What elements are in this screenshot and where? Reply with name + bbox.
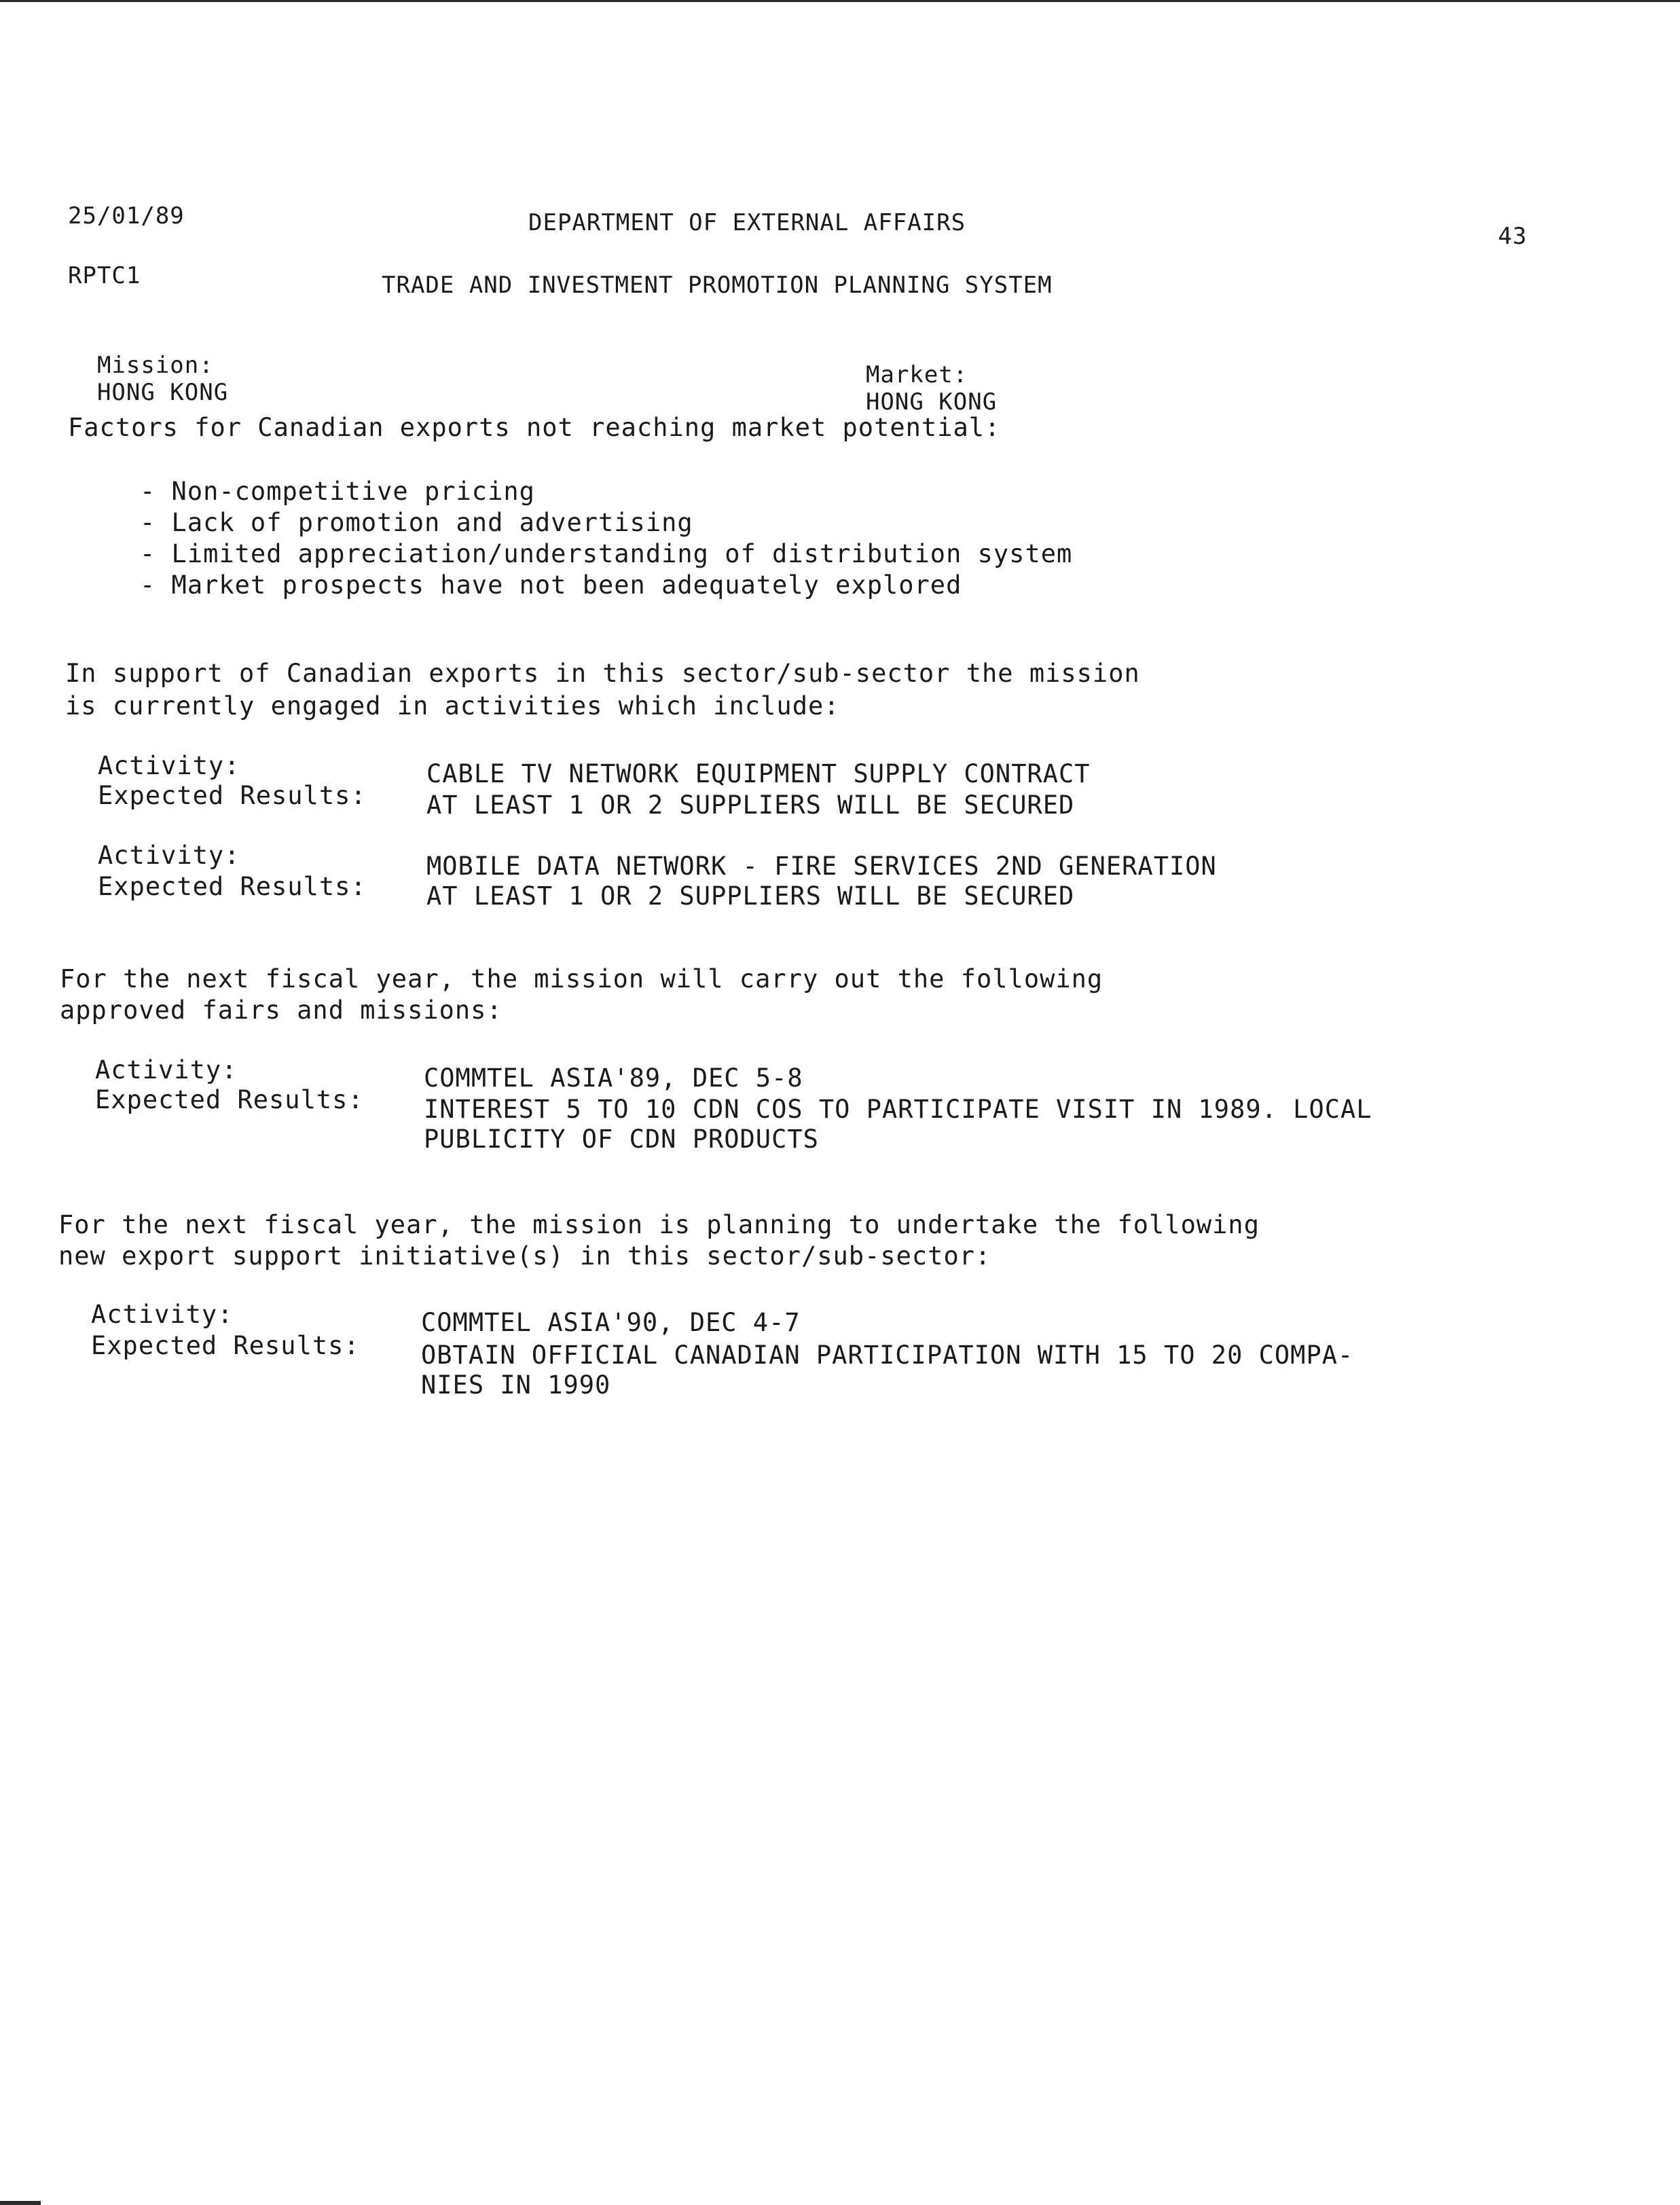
- expected-results-label: Expected Results:: [98, 872, 367, 901]
- activity-label: Activity:: [98, 841, 240, 870]
- initiatives-intro-line1: For the next fiscal year, the mission is planning to undertake the following: [58, 1210, 1260, 1239]
- expected-results-value: INTEREST 5 TO 10 CDN COS TO PARTICIPATE VISIT IN 1989. LOCAL: [424, 1095, 1372, 1124]
- mission-value: HONG KONG: [96, 379, 229, 406]
- activity-value: COMMTEL ASIA'89, DEC 5-8: [424, 1063, 803, 1093]
- factor-item: - Non-competitive pricing: [140, 477, 535, 506]
- expected-results-continued: PUBLICITY OF CDN PRODUCTS: [424, 1125, 819, 1154]
- activity-value: COMMTEL ASIA'90, DEC 4-7: [421, 1308, 801, 1337]
- market-label: Market:: [865, 361, 968, 388]
- initiatives-intro-line2: new export support initiative(s) in this sector/sub-sector:: [58, 1241, 991, 1271]
- mission-label: Mission:: [96, 352, 214, 379]
- factor-item: - Lack of promotion and advertising: [140, 508, 693, 537]
- activity-label: Activity:: [91, 1300, 234, 1329]
- factor-item: - Limited appreciation/understanding of distribution system: [140, 539, 1073, 568]
- mission-field: [68, 325, 228, 406]
- expected-results-label: Expected Results:: [91, 1331, 360, 1360]
- activity-label: Activity:: [98, 751, 240, 780]
- factors-heading: Factors for Canadian exports not reaching market potential:: [68, 413, 1001, 442]
- market-field: [837, 334, 997, 416]
- department-title: DEPARTMENT OF EXTERNAL AFFAIRS: [528, 209, 966, 236]
- expected-results-value: AT LEAST 1 OR 2 SUPPLIERS WILL BE SECURED: [426, 881, 1075, 911]
- expected-results-continued: NIES IN 1990: [421, 1370, 611, 1400]
- current-intro-line2: is currently engaged in activities which include:: [65, 691, 840, 721]
- expected-results-value: OBTAIN OFFICIAL CANADIAN PARTICIPATION WITH 15 TO 20 COMPA-: [421, 1341, 1354, 1370]
- scan-edge-bottom: [0, 2201, 41, 2205]
- activity-value: CABLE TV NETWORK EQUIPMENT SUPPLY CONTRACT: [426, 759, 1091, 788]
- expected-results-value: AT LEAST 1 OR 2 SUPPLIERS WILL BE SECURED: [426, 790, 1075, 820]
- page-number: 43: [1498, 223, 1527, 250]
- fairs-intro-line2: approved fairs and missions:: [60, 996, 503, 1025]
- expected-results-label: Expected Results:: [95, 1085, 364, 1114]
- activity-label: Activity:: [95, 1055, 238, 1085]
- factor-item: - Market prospects have not been adequately explored: [140, 570, 962, 600]
- expected-results-label: Expected Results:: [98, 781, 367, 810]
- report-code: RPTC1: [68, 262, 141, 289]
- report-date: 25/01/89: [68, 202, 185, 230]
- activity-value: MOBILE DATA NETWORK - FIRE SERVICES 2ND GENERATION: [426, 852, 1217, 881]
- current-intro-line1: In support of Canadian exports in this sector/sub-sector the mission: [65, 659, 1140, 688]
- system-title: TRADE AND INVESTMENT PROMOTION PLANNING SYSTEM: [382, 272, 1053, 299]
- fairs-intro-line1: For the next fiscal year, the mission will carry out the following: [60, 964, 1103, 994]
- market-value: HONG KONG: [865, 388, 998, 416]
- scan-edge-top: [0, 0, 1680, 2]
